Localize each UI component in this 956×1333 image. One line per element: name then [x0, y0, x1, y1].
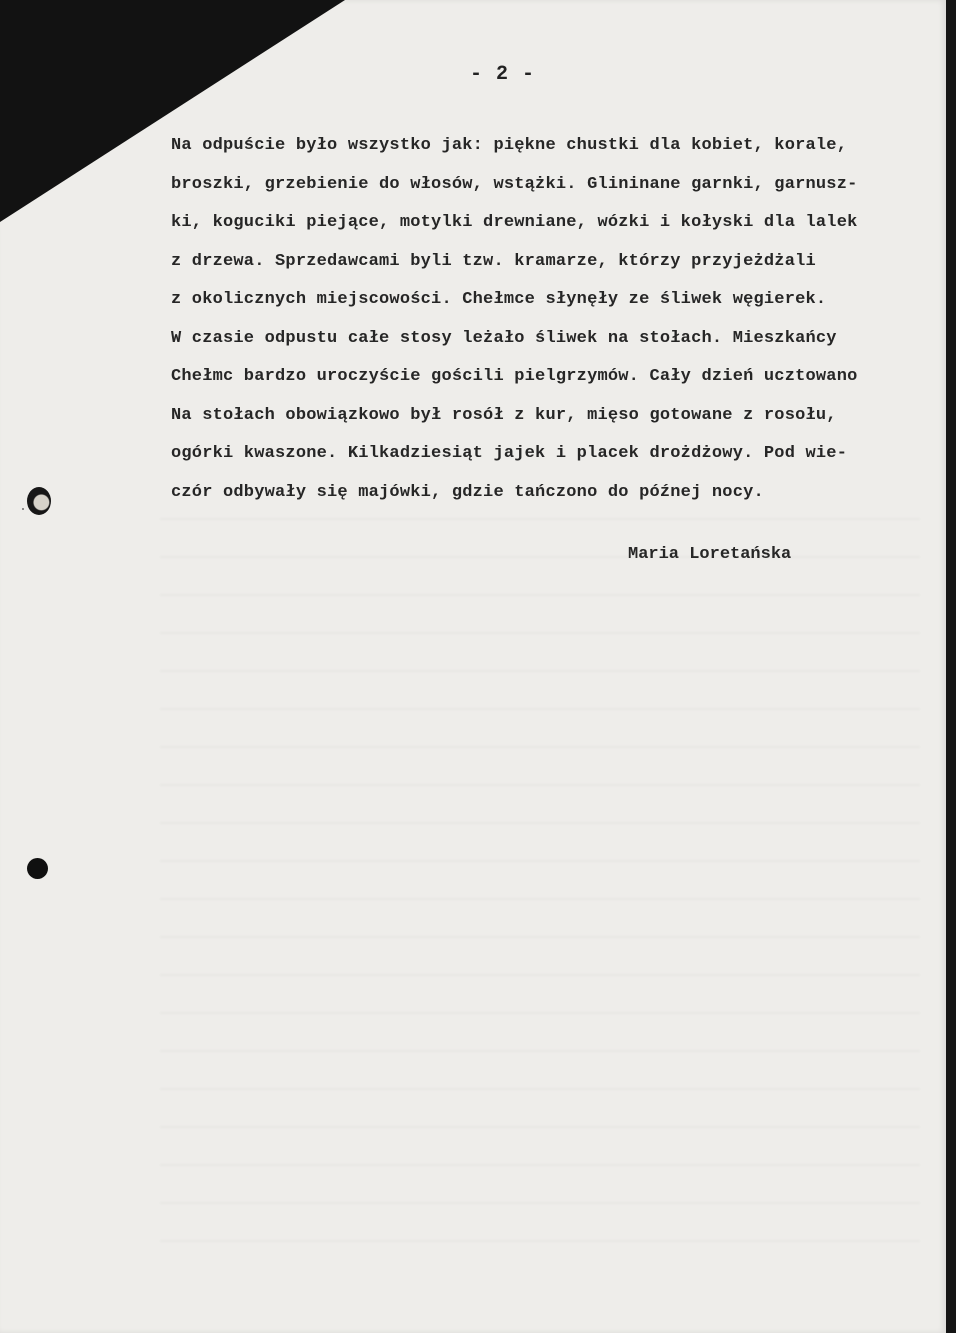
- paragraph-line: ki, koguciki piejące, motylki drewniane, wózki i kołyski dla lalek: [171, 213, 858, 232]
- reverse-side-bleedthrough: [160, 500, 920, 1260]
- page-number: - 2 -: [470, 63, 536, 86]
- paragraph-line: Chełmc bardzo uroczyście gościli pielgrzymów. Cały dzień ucztowano: [171, 367, 858, 386]
- paragraph-line: broszki, grzebienie do włosów, wstążki. Glininane garnki, garnusz-: [171, 174, 858, 194]
- paper-mark: [22, 508, 24, 510]
- paragraph-line: W czasie odpustu całe stosy leżało śliwek na stołach. Mieszkańcy: [171, 328, 837, 348]
- paragraph-line: czór odbywały się majówki, gdzie tańczono do późnej nocy.: [171, 482, 764, 502]
- typed-paragraph: [171, 127, 941, 512]
- punch-hole-icon: [27, 487, 51, 515]
- paragraph-line: Na stołach obowiązkowo był rosół z kur, mięso gotowane z rosołu,: [171, 405, 837, 425]
- paragraph-line: z drzewa. Sprzedawcami byli tzw. kramarze, którzy przyjeżdżali: [171, 251, 816, 271]
- paragraph-line: Na odpuście było wszystko jak: piękne chustki dla kobiet, korale,: [171, 136, 848, 155]
- paragraph-line: z okolicznych miejscowości. Chełmce słynęły ze śliwek węgierek.: [171, 290, 827, 309]
- author-signature: Maria Loretańska: [628, 545, 792, 564]
- punch-hole-icon: [27, 858, 48, 879]
- paragraph-line: ogórki kwaszone. Kilkadziesiąt jajek i placek drożdżowy. Pod wie-: [171, 444, 848, 463]
